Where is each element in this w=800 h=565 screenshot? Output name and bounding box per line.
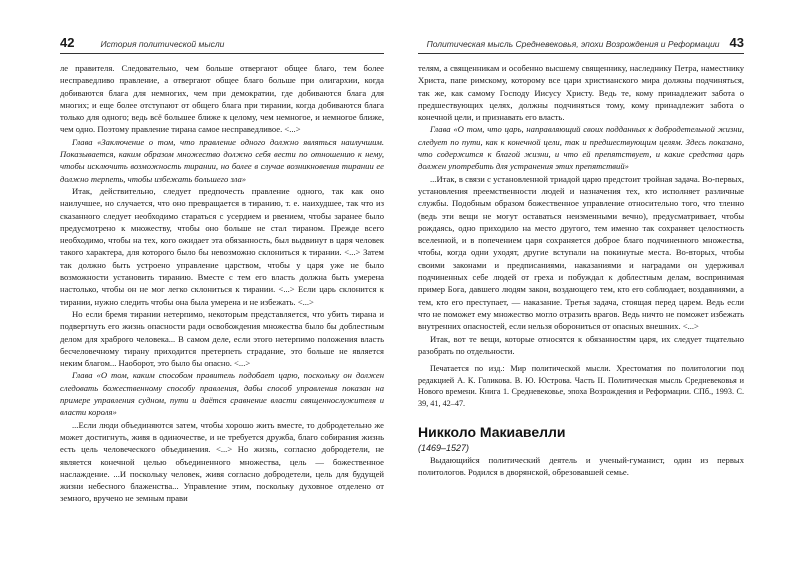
paragraph: Итак, вот те вещи, которые относятся к обязанностям царя, их следует тщательно разобрать по отдельности. [418, 333, 744, 356]
chapter-heading: Глава «О том, что царь, направляющий своих подданных к добродетельной жизни, следует по пути, как к конечной цели, так и предшествующим целям. Здесь показано, что содержится к благой жизни, и что ей препятствует, и какие средства царь должен употребить для устранения этих препятствий» [418, 124, 744, 172]
right-body-text [418, 62, 744, 479]
left-running-head [60, 20, 384, 54]
paragraph: ле правителя. Следовательно, чем больше отвергают общее благо, тем более несправедливо правление, а отвергают общее благо больше при олигархии, когда добиваются блага для немногих, чем при демократии, где добиваются блага для многих; и еще более отступают от общего блага при тирании, когда добиваются блага только для одного; ведь всё большее ближе к целому, чем немногое, и немногое ближе, чем одно. Поэтому правление тирана самое несправедливое. <...> [60, 63, 384, 135]
right-page [400, 0, 800, 565]
running-title: Политическая мысль Средневековья, эпохи Возрождения и Реформации [426, 39, 720, 49]
source-note: Печатается по изд.: Мир политической мысли. Хрестоматия по политологии под редакцией А. К. Голикова. В. Ю. Юстрова. Часть II. Политическая мысль Средневековья и Нового времени. Книга 1. Средневековье, эпоха Возрождения и Реформации. СПб., 1993. С. 39, 41, 42–47. [418, 364, 744, 408]
page-number: 42 [60, 35, 75, 50]
running-title: История политической мысли [100, 39, 225, 49]
section-title: Никколо Макиавелли [418, 423, 566, 440]
left-body-text [60, 62, 384, 505]
paragraph: Выдающийся политический деятель и ученый-гуманист, один из первых политологов. Родился в дворянской, обрезовавшей семье. [418, 455, 744, 478]
paragraph: Итак, действительно, следует предпочесть правление одного, так как оно наилучшее, но случается, что оно превращается в тиранию, т. е. наихудшее, так что из сказанного следует необходимо стараться с усердием и рвением, чтобы заранее было предусмотрено к множеству, чтобы оно больше не стал тираном. Прежде всего необходимо, чтобы на тех, кого ожидает эта обязанность, был выдвинут в царя человек такого характера, для которого было бы невозможно склониться к тирании. <...> Затем так должно быть устроено управление царством, чтобы у царя уже не было возможности установить тиранию. Вместе с тем его власть должна быть умерена настолько, чтобы он не мог легко склониться к тирании. <...> Если царь склонится к тирании, нужно следить чтобы она была умерена и не избежать. <...> [60, 185, 384, 307]
chapter-heading: Глава «О том, каким способом правитель подобает царю, поскольку он должен следовать божественному способу правления, дабы способ управления показан на примере управления судном, пути и даётся сравнение власти священнослужителя и власти короля» [60, 370, 384, 418]
page-number: 43 [729, 35, 744, 50]
right-running-head [418, 20, 744, 54]
paragraph: Но если бремя тирании нетерпимо, некоторым представляется, что убить тирана и подвергнуть его жизнь опасности ради освобождения множества было бы доблестным делом для храброго человека... В самом деле, если этого нетерпимо положения власть бесчеловечному тирану приходится претерпеть страдание, это больше не является неким благом... Наоборот, это было бы опасно. <...> [60, 308, 384, 369]
paragraph: ...Если люди объединяются затем, чтобы хорошо жить вместе, то добродетельно же может достигнуть, живя в одиночестве, и не требуется дружба, благо собирания жизнь есть цель человеческого объединения. <...> Но жизнь, согласно добродетели, не является конечной целью объединенного множества, цель — божественное наслаждение. ...И поскольку человек, живя согласно добродетели, цель для будущей жизни небесного блаженства... Управление этим, поскольку духовное отделено от земного, вручено не земным прави [60, 419, 384, 504]
paragraph: ...Итак, в связи с установленной триадой царю предстоит тройная задача. Во-первых, установления преемственности людей и назначения тех, кто исполняет различные службы. Подобным образом божественное управление относительно того, что тленно (ведь эти вещи не могут оставаться неизменными вечно), предусматривает, чтобы рождаясь, одно приходило на место другого, тем именно так сохраняет целостность вселенной, и в попечением царя сохраняется доброе благо подчиненного множества, чтобы, когда одни уходят, другие вступали на покинутые места. Во-вторых, чтобы своими законами и предписаниями, наказаниями и наградами он удерживал подчиненных себе людей от греха и побуждал к доблестным делам, воспринимая пример Бога, давшего людям закон, воздающего тем, кто его соблюдает, воздаяниями, а тем, кто его преступает, — наказание. Третья задача, стоящая перед царем. Ведь если что не поможет ему множество могло отразить врагов. Ведь ничто не поможет избежать внутренних опасностей, если нельзя оборониться от опасных внешних. <...> [418, 173, 744, 332]
paragraph: телям, а священникам и особенно высшему священнику, наследнику Петра, наместнику Христа, папе римскому, которому все цари христианского мира должны подчиняться, так же, как самому Господу Иисусу Христу. Ведь те, кому принадлежит забота о предшествующих целях, должны подчиняться тому, кому принадлежит забота о конечной цели, и признавать его власть. [418, 63, 744, 123]
chapter-heading: Глава «Заключение о том, что правление одного должно являться наилучшим. Показывается, каким образом множество должно себя вести по отношению к нему, чтобы исключить возможность тирании, но более в случае возникновения тирании ее должно терпеть, чтобы избежать большего зла» [60, 136, 384, 184]
section-dates: (1469–1527) [418, 442, 470, 453]
